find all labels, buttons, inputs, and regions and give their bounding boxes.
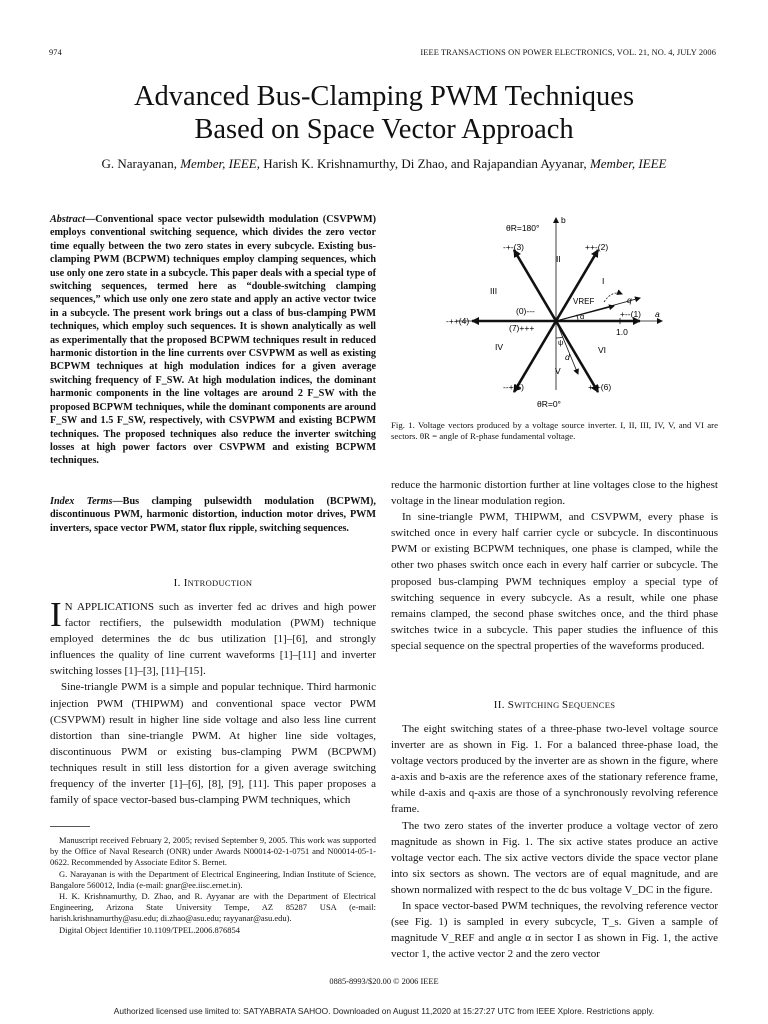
introduction-body [50,595,376,808]
author-list [0,156,768,172]
b-axis-label: b [561,215,566,225]
footnote-rule [50,826,90,827]
vector-1-label: +--(1) [620,309,642,319]
sector-iii-label: III [490,286,498,296]
authorized-use-notice: Authorized licensed use limited to: SATYABRATA SAHOO. Downloaded on August 11,2020 at 15:27:27 UTC from IEEE Xplore. Restrictions apply. [113,1006,655,1016]
footnotes [50,835,376,936]
vector-4-label: -++(4) [446,316,470,326]
right-column-intro [391,477,718,654]
vref-label: VREF [573,297,595,306]
vector-2-label: ++-(2) [585,242,609,252]
journal-header: IEEE TRANSACTIONS ON POWER ELECTRONICS, VOL. 21, NO. 4, JULY 2006 [420,48,716,57]
sector-iv-label: IV [495,342,504,352]
section-2-paragraph-3: In space vector-based PWM techniques, the revolving reference vector (see Fig. 1) is sampled in every subcycle, T_s. Given a sample of magnitude V_REF and angle α in sector I as shown in Fig. 1, the active vector 1, the active vector 2 and the zero vector [391,900,718,961]
footnote-affiliation-1: G. Narayanan is with the Department of Electrical Engineering, Indian Institute of Science, Bangalore 560012, India (e-mail: gnar@ee.iisc.ernet.in). [50,868,376,890]
footnote-doi: Digital Object Identifier 10.1109/TPEL.2006.876854 [59,924,240,935]
footnote-affiliation-2: H. K. Krishnamurthy, D. Zhao, and R. Ayyanar are with the Department of Electrical Engineering, Arizona State University Tempe, AZ 85287 USA (e-mail: harish.krishnamurthy@asu.edu; di.zhao@asu.edu; rayyanar@asu.edu). [50,891,376,924]
alpha-label: α [580,312,585,321]
drop-cap: I [50,595,62,634]
section-2-paragraph-1: The eight switching states of a three-phase two-level voltage source inverter are as shown in Fig. 1. For a balanced three-phase load, the voltage vectors produced by the inverter are as shown in the figure, where a-axis and b-axis are the reference axes of the stationary reference frame, while d-axis and q-axis are those of a synchronously revolving reference frame. [391,723,718,816]
section-2-paragraph-2: The two zero states of the inverter produce a voltage vector of zero magnitude as shown in Fig. 1. The six active states produce an active voltage vector each. The six active vectors divide the space vector plane into six sectors as shown. The vectors are of equal magnitude, and are shown normalized with respect to the dc bus voltage V_DC in the figure. [391,819,718,896]
sector-vi-label: VI [598,345,607,355]
author-last-role: Member, IEEE [589,156,667,171]
figure-1-diagram [392,210,718,410]
rotation-arc [604,293,622,302]
copyright-line: 0885-8993/$20.00 © 2006 IEEE [329,977,439,986]
intro-paragraph-1: I N APPLICATIONS such as inverter fed ac drives and high power factor rectifiers, the pulsewidth modulation (PWM) technique employed determines the dc bus utilization [1]–[6], and strongly influences the quality of line current waveforms [1]–[11] and inverter switching losses [1]–[3], [11]–[15]. [50,595,376,678]
origin-dot [554,319,558,323]
index-terms [50,495,376,535]
vector-2-arrow [556,250,598,321]
vector-3-label: -+-(3) [503,242,525,252]
title-line-1: Advanced Bus-Clamping PWM Techniques [133,81,635,112]
sector-ii-label: II [556,254,561,264]
title-line-2: Based on Space Vector Approach [194,114,574,145]
author-1: G. Narayanan, [101,156,181,171]
abstract [50,213,376,468]
d-axis-label: d [565,352,570,362]
abstract-label: Abstract [50,214,86,225]
zero-vector-7-label: (7)+++ [509,323,535,333]
index-terms-text: —Bus clamping pulsewidth modulation (BCPWM), discontinuous PWM, harmonic distortion, induction motor drives, PWM inverters, space vector PWM, stator flux ripple, switching sequences. [50,496,376,534]
sector-i-label: I [602,276,605,286]
intro-paragraph-2: Sine-triangle PWM is a simple and popular technique. Third harmonic injection PWM (THIPWM) and conventional space vector PWM (CSVPWM) result in higher line side voltage and also less line current distortion than sine-triangle PWM. At higher line side voltages, discontinuous PWM or existing bus-clamping PWM (BCPWM) techniques result in still less distortion for a given average switching frequency of the inverter [1]–[6], [8], [9], [11]. This paper proposes a family of space vector-based bus-clamping PWM techniques, which [50,681,376,807]
page-number: 974 [49,48,62,57]
theta-0-label: θR=0° [537,399,561,409]
paper-title [0,80,768,146]
index-terms-label: Index Terms [50,496,113,507]
vector-6-label: +-+(6) [588,382,612,392]
section-2-body [391,721,718,962]
q-axis-label: q [627,295,632,305]
footnote-manuscript: Manuscript received February 2, 2005; revised September 9, 2005. This work was supported by the Office of Naval Research (ONR) under Awards N00014-02-1-0751 and N00014-05-1-0622. Recommended by Associate Editor S. Bernet. [50,835,376,868]
a-axis-label: a [655,309,660,319]
psi-label: ψ [558,338,564,347]
unit-length-label: 1.0 [616,327,628,337]
intro-paragraph-3: In sine-triangle PWM, THIPWM, and CSVPWM, every phase is switched once in every half carrier cycle or subcycle. In discontinuous PWM or existing BCPWM techniques, one phase is clamped, while the other two phases switch once each in every half carrier or subcycle. The proposed bus-clamping PWM techniques employ a special type of switching sequence in every subcycle. As a result, while one phase remains clamped, the second phase switches once, and the third phase switches twice in a subcycle. This paper studies the influence of this special sequence on the spectral properties of the waveforms produced. [391,511,718,652]
section-heading-introduction: I. INTRODUCTION [173,577,253,589]
intro-continuation: reduce the harmonic distortion further at line voltages close to the highest voltage in the linear modulation region. [391,479,718,508]
figure-1-caption: Fig. 1. Voltage vectors produced by a voltage source inverter. I, II, III, IV, V, and VI are sectors. θR = angle of R-phase fundamental voltage. [391,420,718,442]
zero-vector-0-label: (0)--- [516,306,535,316]
vector-5-label: --+(5) [503,382,525,392]
sector-v-label: V [555,366,561,376]
theta-180-label: θR=180° [506,223,540,233]
author-others: Harish K. Krishnamurthy, Di Zhao, and Rajapandian Ayyanar, [259,156,590,171]
abstract-text: —Conventional space vector pulsewidth modulation (CSVPWM) employs conventional switching sequence, which divides the zero vector time equally between the two zero states in every subcycle. Existing bus-clamping PWM (BCPWM) techniques employ clamping sequences, which use only one zero state in a subcycle. This paper deals with a special type of switching sequences, termed here as “double-switching clamping sequences,” which use only one zero state and apply an active vector twice in a subcycle. The present work brings out a class of bus-clamping PWM techniques, which employ such sequences. It is shown analytically as well as experimentally that the proposed BCPWM techniques result in reduced harmonic distortion in the line currents over CSVPWM as well as existing BCPWM techniques at high modulation indices for a given average switching frequency of F_SW. At high modulation indices, the dominant harmonic components in the line voltages are around 2 F_SW with the proposed BCPWM techniques, while the dominant components are around F_SW and 1.5 F_SW, respectively, with CSVPWM and existing BCPWM techniques. The proposed techniques also reduce the inverter switching losses at high power factors over CSVPWM and existing BCPWM techniques. [50,214,376,467]
section-heading-switching-sequences: II. SWITCHING SEQUENCES [493,699,616,711]
author-1-role: Member, IEEE, [180,156,260,171]
